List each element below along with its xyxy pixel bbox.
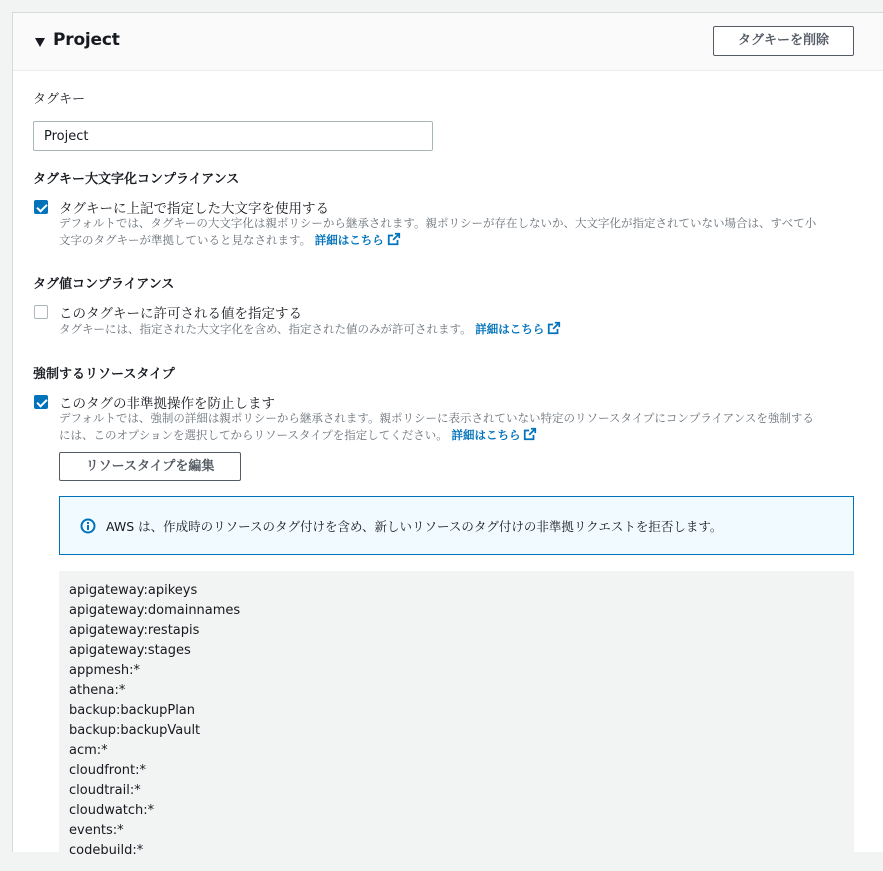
capitalization-checkbox[interactable] xyxy=(34,200,48,214)
enforced-section-title: 強制するリソースタイプ xyxy=(33,367,175,382)
list-item: apigateway:domainnames xyxy=(69,603,241,618)
list-item: apigateway:apikeys xyxy=(69,583,198,598)
info-circle-icon xyxy=(80,518,96,534)
list-item: athena:* xyxy=(69,683,126,698)
external-link-icon[interactable] xyxy=(523,427,537,441)
tag-key-input[interactable] xyxy=(33,121,433,151)
edit-resource-types-button[interactable]: リソースタイプを編集 xyxy=(59,452,241,481)
enforced-desc-line2: には、このオプションを選択してからリソースタイプを指定してください。 xyxy=(59,428,448,442)
info-alert xyxy=(59,496,854,555)
capitalization-checkbox-label[interactable]: タグキーに上記で指定した大文字を使用する xyxy=(59,201,329,217)
list-item: apigateway:restapis xyxy=(69,623,200,638)
capitalization-description xyxy=(59,215,859,249)
list-item: backup:backupVault xyxy=(69,723,201,738)
list-item: cloudfront:* xyxy=(69,763,147,778)
list-item: acm:* xyxy=(69,743,108,758)
list-item: cloudwatch:* xyxy=(69,803,155,818)
tag-value-desc-text: タグキーには、指定された大文字化を含め、指定された値のみが許可されます。 xyxy=(59,322,472,336)
tag-value-section-title: タグ値コンプライアンス xyxy=(33,277,175,292)
capitalization-desc-line2: 文字のタグキーが準拠していると見なされます。 xyxy=(59,233,312,247)
enforced-checkbox-label[interactable]: このタグの非準拠操作を防止します xyxy=(59,396,275,412)
enforced-description xyxy=(59,410,859,444)
panel-title: Project xyxy=(53,30,120,50)
capitalization-section-title: タグキー大文字化コンプライアンス xyxy=(33,172,240,187)
panel-header xyxy=(13,13,883,71)
tag-policy-panel xyxy=(12,12,883,858)
list-item: appmesh:* xyxy=(69,663,141,678)
tag-key-label: タグキー xyxy=(33,92,86,107)
external-link-icon[interactable] xyxy=(387,232,401,246)
resource-type-list xyxy=(59,571,854,871)
tag-value-description xyxy=(59,321,859,338)
tag-value-checkbox-label[interactable]: このタグキーに許可される値を指定する xyxy=(59,306,302,322)
capitalization-learn-more-link[interactable]: 詳細はこちら xyxy=(314,233,384,247)
external-link-icon[interactable] xyxy=(547,321,561,335)
list-item: codebuild:* xyxy=(69,843,144,858)
tag-value-learn-more-link[interactable]: 詳細はこちら xyxy=(475,322,545,336)
info-alert-text: AWS は、作成時のリソースのタグ付けを含め、新しいリソースのタグ付けの非準拠リクエストを拒否します。 xyxy=(106,519,723,534)
delete-tag-key-button[interactable]: タグキーを削除 xyxy=(713,26,854,56)
capitalization-desc-line1: デフォルトでは、タグキーの大文字化は親ポリシーから継承されます。親ポリシーが存在しないか、大文字化が指定されていない場合は、すべて小 xyxy=(59,216,817,230)
list-item: apigateway:stages xyxy=(69,643,191,658)
enforced-learn-more-link[interactable]: 詳細はこちら xyxy=(451,428,521,442)
enforced-desc-line1: デフォルトでは、強制の詳細は親ポリシーから継承されます。親ポリシーに表示されていない特定のリソースタイプにコンプライアンスを強制する xyxy=(59,411,814,425)
list-item: cloudtrail:* xyxy=(69,783,141,798)
list-item: backup:backupPlan xyxy=(69,703,196,718)
enforced-checkbox[interactable] xyxy=(34,395,48,409)
list-item: events:* xyxy=(69,823,124,838)
tag-value-checkbox[interactable] xyxy=(34,305,48,319)
caret-down-icon[interactable] xyxy=(35,38,45,47)
